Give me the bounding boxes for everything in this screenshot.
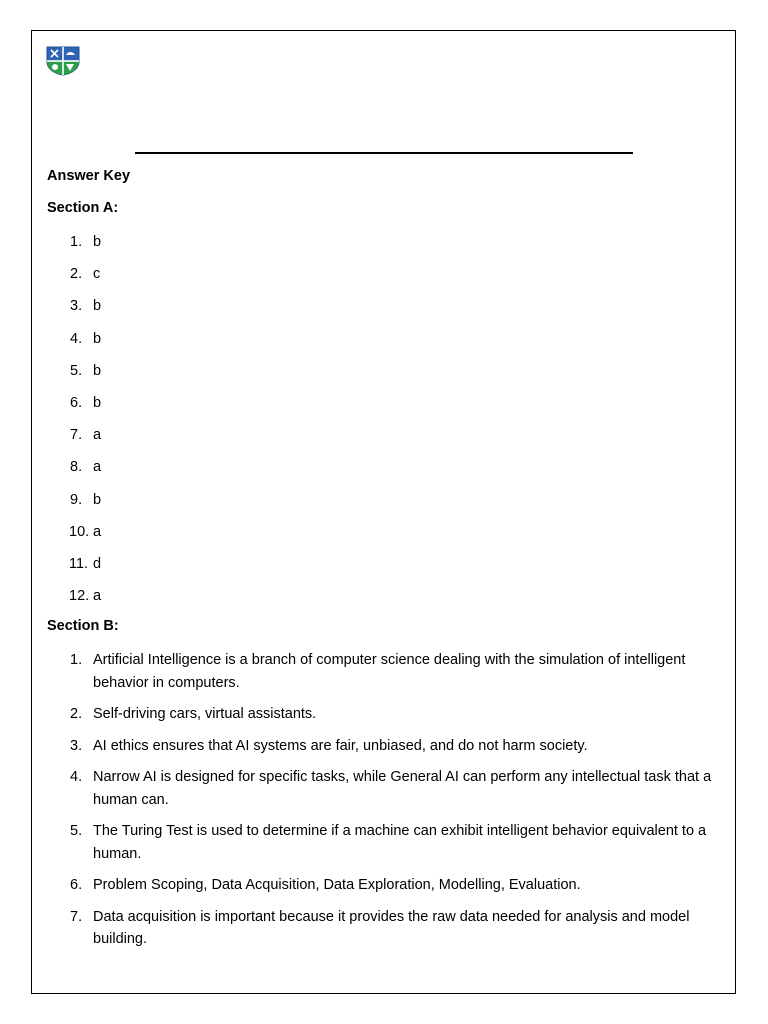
list-item (0, 766, 768, 811)
item-answer: b (93, 362, 102, 379)
item-number: 1. (70, 234, 83, 250)
list-item (0, 263, 768, 295)
list-item (0, 521, 768, 553)
section-a-list (0, 231, 768, 617)
item-text: AI ethics ensures that AI systems are fair, unbiased, and do not harm society. (93, 737, 588, 754)
item-answer: b (93, 491, 102, 508)
item-number: 1. (70, 652, 83, 668)
item-number: 5. (70, 823, 83, 839)
list-item (0, 456, 768, 488)
item-number: 12. (69, 588, 90, 605)
item-text: Problem Scoping, Data Acquisition, Data Exploration, Modelling, Evaluation. (93, 877, 581, 893)
list-item (0, 489, 768, 521)
item-number: 7. (70, 908, 83, 925)
item-answer: a (93, 588, 102, 605)
list-item (0, 360, 768, 392)
item-answer: d (93, 555, 102, 572)
item-number: 10. (69, 523, 90, 540)
answer-key-title: Answer Key (47, 168, 131, 184)
item-number: 7. (70, 427, 83, 444)
item-answer: a (93, 523, 102, 540)
item-number: 11. (69, 555, 89, 572)
item-number: 4. (70, 330, 83, 347)
item-answer: a (93, 427, 102, 444)
item-text: Data acquisition is important because it provides the raw data needed for analysis and model building. (93, 908, 690, 947)
list-item (0, 906, 768, 951)
list-item (0, 328, 768, 360)
item-number: 2. (70, 706, 83, 722)
item-answer: b (93, 394, 102, 411)
list-item (0, 735, 768, 758)
list-item (0, 553, 768, 585)
list-item (0, 424, 768, 456)
list-item (0, 585, 768, 617)
list-item (0, 649, 768, 694)
item-number: 3. (70, 298, 83, 315)
section-b-list (0, 649, 768, 960)
item-number: 4. (70, 769, 83, 785)
item-answer: a (93, 459, 102, 476)
item-number: 8. (70, 459, 83, 476)
list-item (0, 231, 768, 263)
item-text: Narrow AI is designed for specific tasks, while General AI can perform any intellectual task that a human can. (93, 769, 712, 808)
list-item (0, 703, 768, 726)
item-number: 2. (70, 266, 83, 283)
list-item (0, 392, 768, 424)
item-answer: b (93, 298, 102, 315)
item-number: 6. (70, 394, 83, 411)
item-answer: b (93, 330, 102, 347)
item-number: 5. (70, 362, 83, 379)
item-answer: c (93, 266, 101, 283)
item-text: Self-driving cars, virtual assistants. (93, 706, 317, 722)
section-a-title: Section A: (47, 200, 119, 216)
section-b-title: Section B: (47, 618, 119, 634)
item-number: 3. (70, 737, 83, 754)
item-text: Artificial Intelligence is a branch of computer science dealing with the simulation of intelligent behavior in computers. (93, 652, 686, 691)
item-answer: b (93, 234, 102, 250)
header-rule (135, 152, 633, 154)
item-number: 9. (70, 491, 83, 508)
list-item (0, 874, 768, 897)
list-item (0, 820, 768, 865)
school-crest-icon (46, 46, 80, 76)
list-item (0, 295, 768, 327)
item-text: The Turing Test is used to determine if a machine can exhibit intelligent behavior equivalent to a human. (93, 823, 707, 862)
item-number: 6. (70, 877, 83, 893)
